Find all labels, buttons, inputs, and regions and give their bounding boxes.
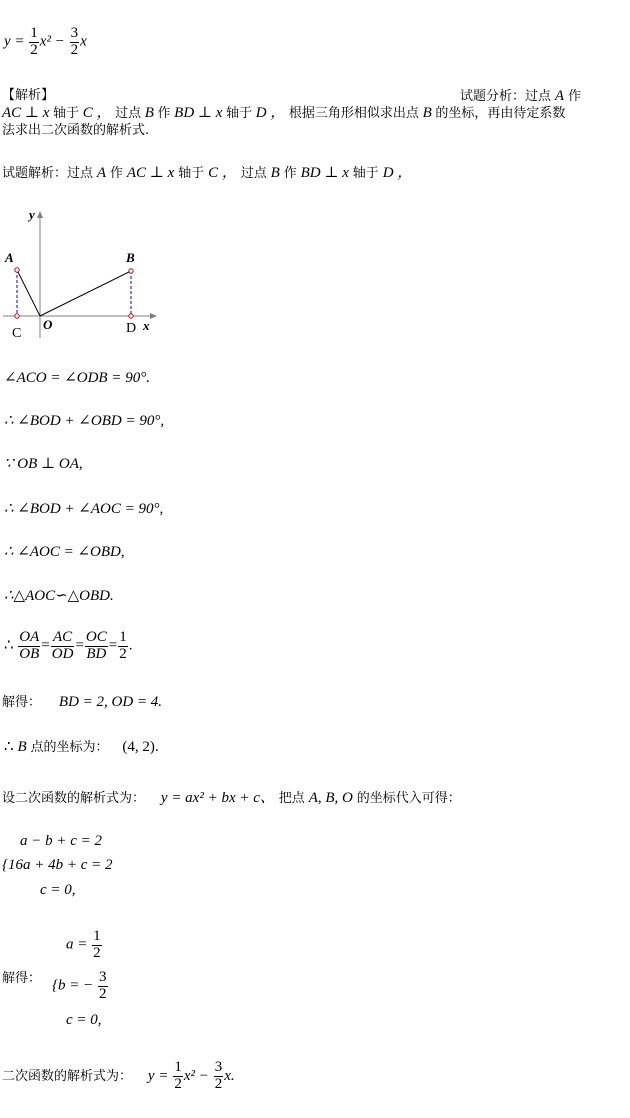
answer-middle: x² − xyxy=(39,33,65,50)
point-A xyxy=(15,268,19,272)
answer-fraction-2: $\frac{3}{2}$ xyxy=(70,25,79,58)
analysis-label: 【解析】 xyxy=(2,88,55,103)
segment-OB xyxy=(40,271,131,316)
O-label: O xyxy=(43,317,53,332)
sol-a: a = $\frac{1}{2}$ xyxy=(66,928,101,961)
sol-a-fraction: $\frac{1}{2}$ xyxy=(93,928,101,961)
point-C xyxy=(15,314,19,318)
analysis-right-intro: 试题分析：过点 A 作 xyxy=(460,88,581,104)
final-fraction-2: $\frac{3}{2}$ xyxy=(214,1059,223,1092)
y-label: y xyxy=(29,207,35,222)
step-6: ∴△AOC∽△OBD. xyxy=(4,588,114,604)
answer-tail: x xyxy=(80,33,87,50)
x-axis-arrow-icon xyxy=(150,313,157,319)
A-label: A xyxy=(5,250,14,265)
ratio-fraction-1: $\frac{OA}{OB}$ xyxy=(19,629,40,662)
answer-formula xyxy=(4,26,87,59)
C-label: C xyxy=(12,326,22,341)
analysis-line-2: AC ⊥ x 轴于 C ， 过点 B 作 BD ⊥ x 轴于 D ， 根据三角形相似求出点 B 的坐标，再由待定系数 xyxy=(2,105,566,121)
point-B xyxy=(129,269,133,273)
step-5: ∴ ∠AOC = ∠OBD, xyxy=(4,544,125,560)
analysis-line-3: 法求出二次函数的解析式. xyxy=(2,123,150,138)
answer-lhs: y = xyxy=(4,33,25,50)
segment-OA xyxy=(17,270,40,316)
step-3: ∵ OB ⊥ OA, xyxy=(4,456,83,472)
sol-b: {b = − $\frac{3}{2}$ xyxy=(52,969,107,1002)
sol-b-fraction: $\frac{3}{2}$ xyxy=(99,969,107,1002)
system-eq-2: {16a + 4b + c = 2 xyxy=(2,857,113,873)
step-2: ∴ ∠BOD + ∠OBD = 90°, xyxy=(4,413,165,429)
ratio-fraction-3: $\frac{OC}{BD}$ xyxy=(85,629,107,662)
system-eq-3: c = 0, xyxy=(40,882,76,898)
ratio-line: ∴ $\frac{OA}{OB}$ = $\frac{AC}{OD}$ = $\frac{OC}{BD}$ = $\frac{1}{2}$ . xyxy=(4,629,133,662)
final-line: 二次函数的解析式为： y = $\frac{1}{2}$ x² − $\frac{3}{2}$ x. xyxy=(2,1059,235,1092)
B-label: B xyxy=(126,250,135,265)
final-fraction-1: $\frac{1}{2}$ xyxy=(174,1059,182,1092)
step-4: ∴ ∠BOD + ∠AOC = 90°, xyxy=(4,501,164,517)
answer-fraction-1: $\frac{1}{2}$ xyxy=(30,25,38,58)
point-D xyxy=(129,314,133,318)
x-label: x xyxy=(143,318,150,333)
y-axis-arrow-icon xyxy=(37,211,43,218)
coord-line: ∴ B 点的坐标为： (4, 2). xyxy=(4,739,159,755)
ratio-fraction-4: $\frac{1}{2}$ xyxy=(119,629,127,662)
sol-c: c = 0, xyxy=(66,1012,102,1028)
ratio-fraction-2: $\frac{AC}{OD}$ xyxy=(51,629,74,662)
sol-label: 解得： xyxy=(2,971,42,986)
step-1: ∠ACO = ∠ODB = 90°. xyxy=(4,370,150,386)
geometry-figure xyxy=(0,200,175,348)
D-label: D xyxy=(126,321,137,336)
setup-line: 设二次函数的解析式为： y = ax² + bx + c、 把点 A, B, O 的坐标代入可得： xyxy=(2,790,461,806)
solve-line: 解得： BD = 2, OD = 4. xyxy=(2,694,163,710)
solution-intro: 试题解析：过点 A 作 AC ⊥ x 轴于 C ， 过点 B 作 BD ⊥ x 轴于 D ， xyxy=(2,165,413,181)
system-eq-1: a − b + c = 2 xyxy=(20,833,103,849)
